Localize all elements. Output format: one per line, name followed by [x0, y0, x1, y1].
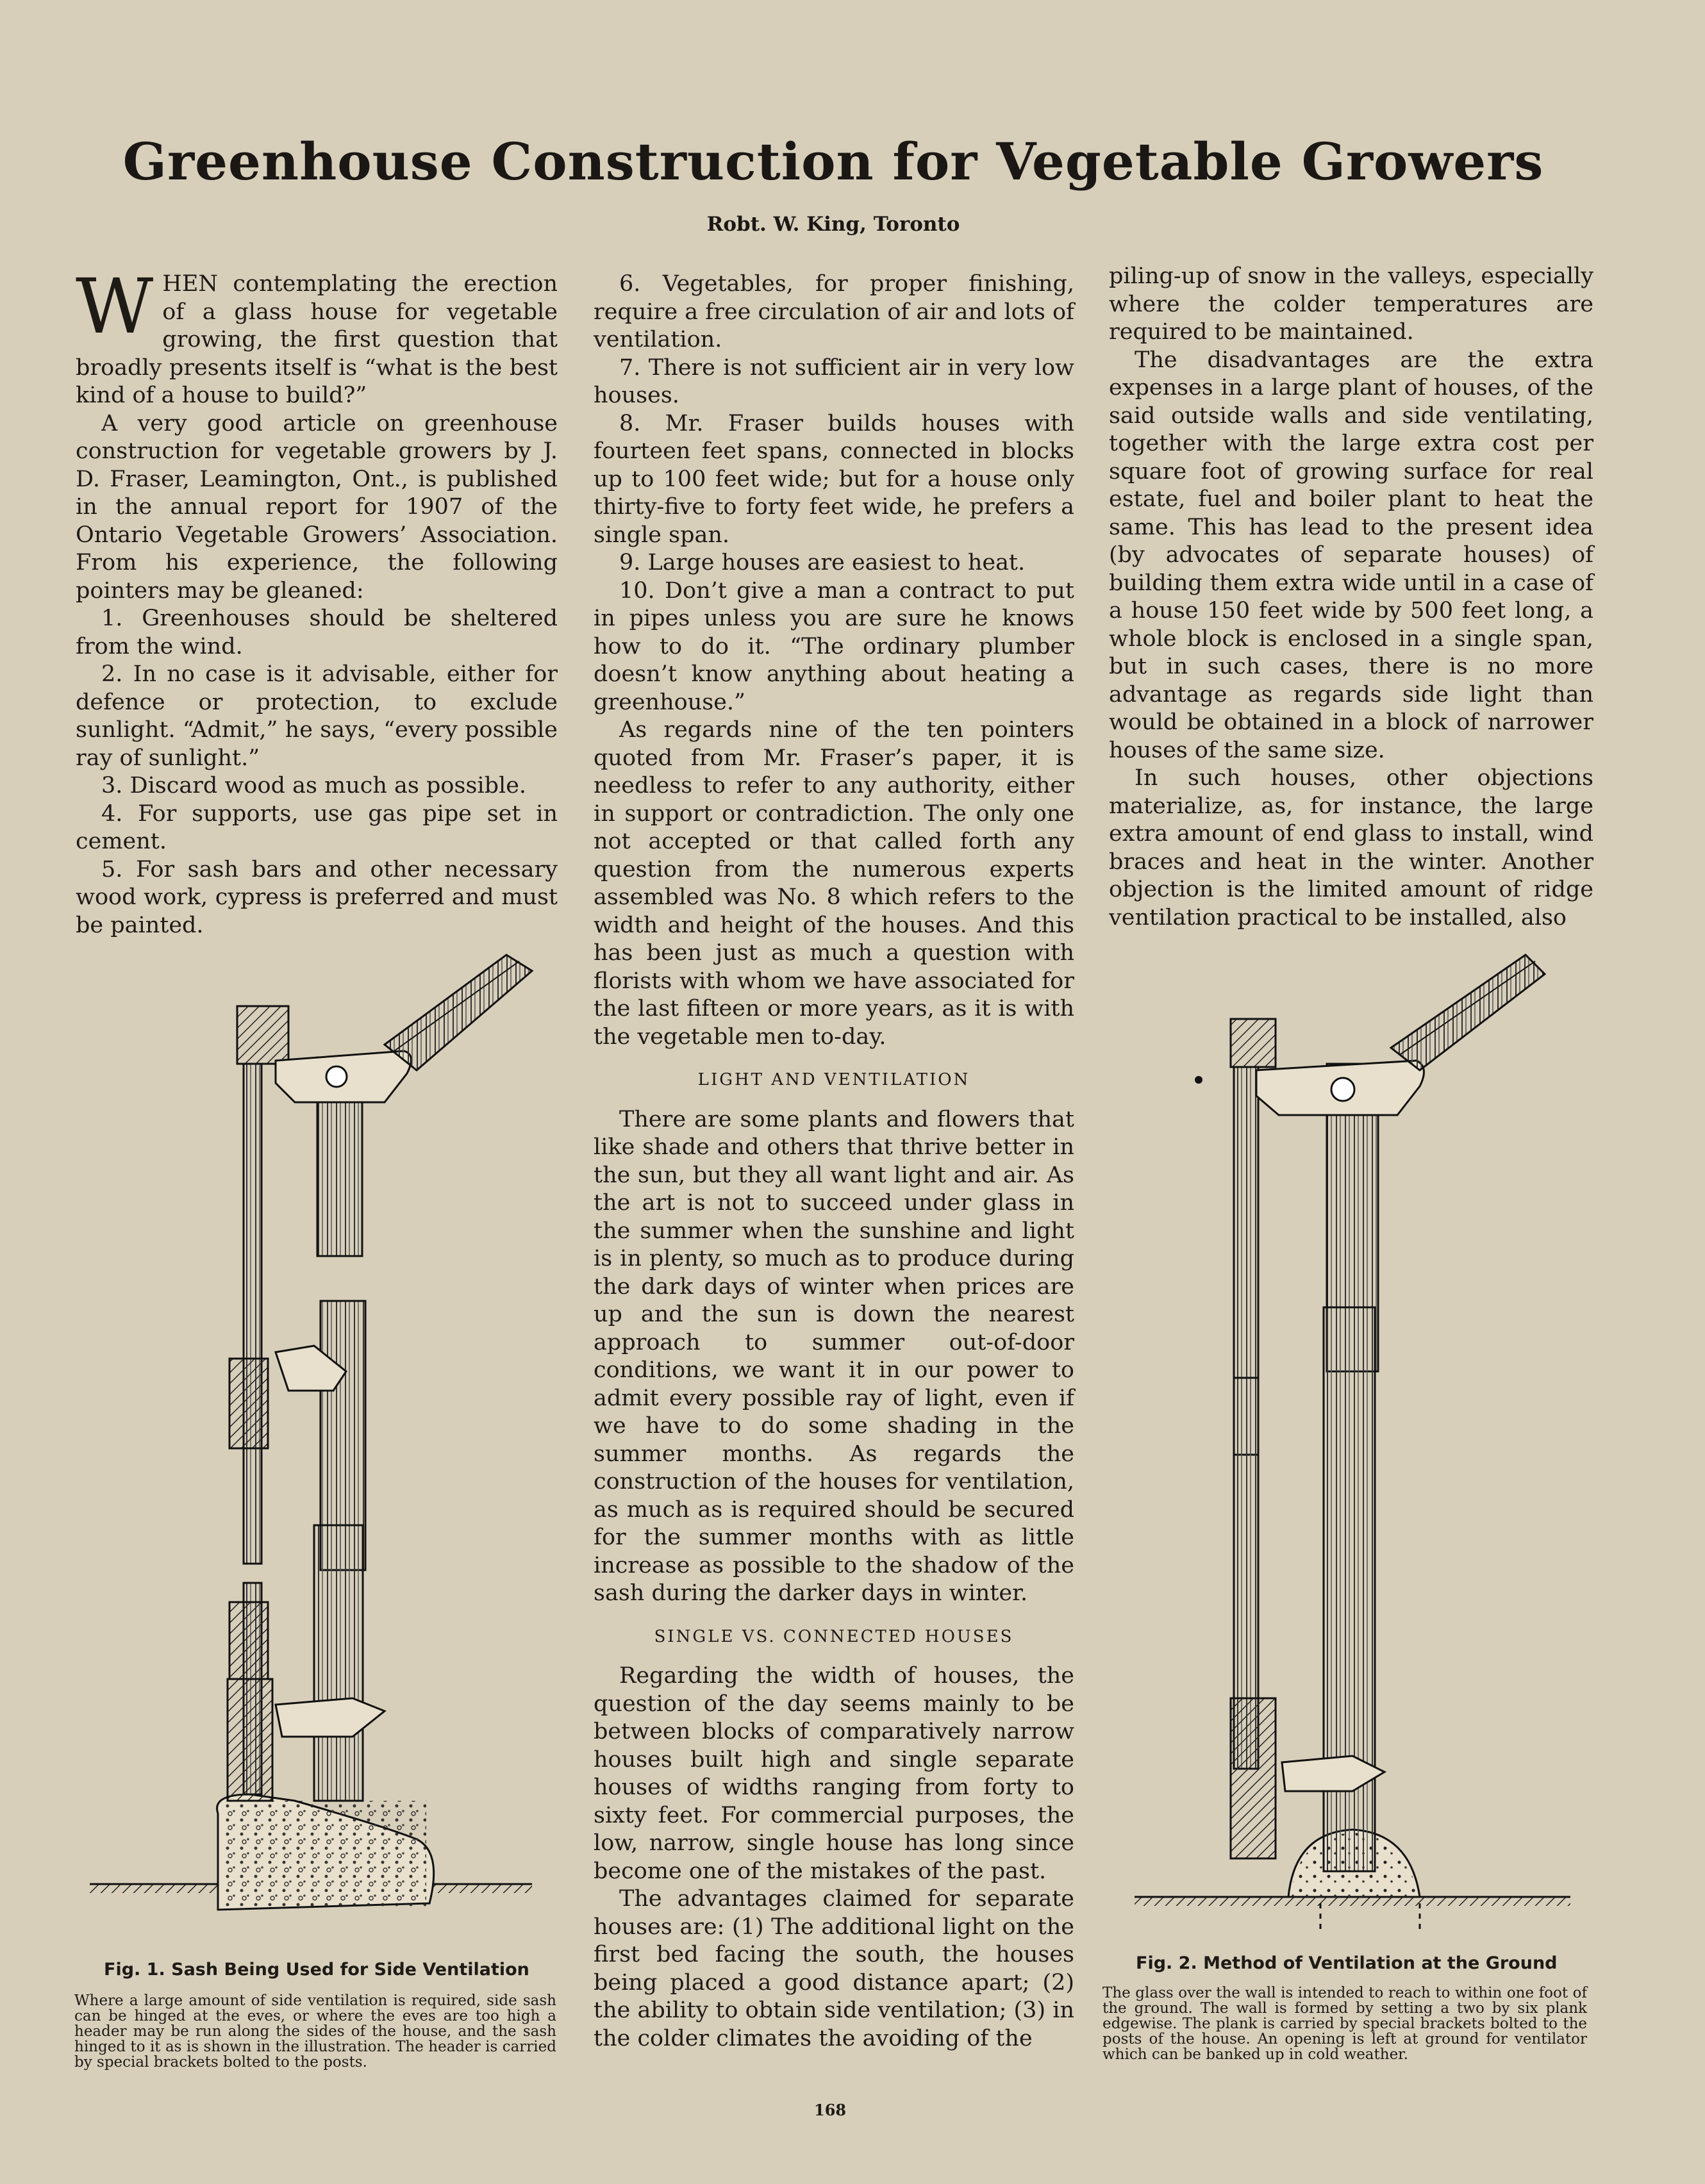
- section-heading: SINGLE VS. CONNECTED HOUSES: [654, 1626, 1014, 1646]
- paragraph: 9. Large houses are easiest to heat.: [619, 550, 1026, 575]
- paragraph: 7. There is not sufficient air in very low houses.: [594, 354, 1074, 408]
- paragraph: 1. Greenhouses should be sheltered from the wind.: [76, 606, 558, 659]
- paragraph: 10. Don’t give a man a contract to put in pipes unless you are sure he knows how to do it. “The ordinary plumber doesn’t know anything about heating a greenhouse.”: [594, 577, 1074, 715]
- paragraph: In such houses, other objections materialize, as, for instance, the large extra amount of end glass to install, wind braces and heat in the winter. Another objection is the limited amount of ridge ventilation practical to be installed, also: [1109, 765, 1593, 931]
- drop-cap: W: [76, 262, 154, 351]
- fig2-illustration: [1128, 942, 1577, 1929]
- paragraph: 2. In no case is it advisable, either for defence or protection, to exclude sunlight. “Admit,” he says, “every possible ray of sunlight.”: [76, 661, 558, 771]
- paragraph: WHEN contemplating the erection of a glass house for vegetable growing, the first question that broadly presents itself is “what is the best kind of a house to build?”: [76, 262, 558, 408]
- fig2-title: Fig. 2. Method of Ventilation at the Ground: [1136, 1953, 1558, 1973]
- paragraph: 8. Mr. Fraser builds houses with fourteen feet spans, connected in blocks up to 100 feet wide; but for a house only thirty-five to forty feet wide, he prefers a single span.: [594, 410, 1074, 548]
- column-1: [76, 262, 558, 939]
- paragraph: A very good article on greenhouse construction for vegetable growers by J. D. Fraser, Leamington, Ont., is published in the annual report for 1907 of the Ontario Vegetable Growers’ Association. From his experience, the following pointers may be gleaned:: [76, 410, 558, 604]
- fig1-caption: Where a large amount of side ventilation is required, side sash can be hinged at the eves, or where the eves are too high a header may be run along the sides of the house, and the sash hinged to it as is shown in the illustration. The header is carried by special brackets bolted to the posts.: [74, 1992, 556, 2071]
- section-heading: LIGHT AND VENTILATION: [697, 1070, 970, 1089]
- paragraph: The advantages claimed for separate houses are: (1) The additional light on the first bed facing the south, the houses being placed a good distance apart; (2) the ability to obtain side ventilation; (3) in the colder climates the avoiding of the: [594, 1886, 1074, 2051]
- article-title: Greenhouse Construction for Vegetable Growers: [122, 131, 1544, 192]
- paragraph: 4. For supports, use gas pipe set in cement.: [76, 800, 558, 854]
- fig1-title: Fig. 1. Sash Being Used for Side Ventilation: [104, 1960, 529, 1980]
- column-3: [1109, 263, 1593, 932]
- paragraph: Regarding the width of houses, the question of the day seems mainly to be between blocks of comparatively narrow houses built high and single separate houses of widths ranging from forty to sixty feet. For commercial purposes, the low, narrow, single house has long since become one of the mistakes of the past.: [594, 1663, 1074, 1884]
- paragraph: 5. For sash bars and other necessary wood work, cypress is preferred and must be painted.: [76, 856, 558, 938]
- fig2-caption: The glass over the wall is intended to reach to within one foot of the ground. The wall is formed by setting a two by six plank edgewise. The plank is carried by special brackets bolted to the posts of the house. An opening is left at ground for ventilator which can be banked up in cold weather.: [1102, 1985, 1587, 2063]
- paragraph: The disadvantages are the extra expenses in a large plant of houses, of the said outside walls and side ventilating, together with the large extra cost per square foot of growing surface for real estate, fuel and boiler plant to heat the same. This has lead to the present idea (by advocates of separate houses) of building them extra wide until in a case of a house 150 feet wide by 500 feet long, a whole block is enclosed in a single span, but in such cases, there is no more advantage as regards side light than would be obtained in a block of narrower houses of the same size.: [1109, 347, 1593, 763]
- paragraph: piling-up of snow in the valleys, especially where the colder temperatures are required to be maintained.: [1109, 263, 1593, 345]
- paragraph: As regards nine of the ten pointers quoted from Mr. Fraser’s paper, it is needless to refer to any authority, either in support or contradiction. The only one not accepted or that called forth any question from the numerous experts assembled was No. 8 which refers to the width and height of the houses. And this has been just as much a question with florists with whom we have associated for the last fifteen or more years, as it is with the vegetable men to-day.: [594, 717, 1074, 1050]
- fig1-illustration: [83, 942, 545, 1916]
- column-2: [594, 270, 1074, 2053]
- article-byline: Robt. W. King, Toronto: [706, 213, 960, 236]
- paragraph: 6. Vegetables, for proper finishing, require a free circulation of air and lots of ventilation.: [594, 271, 1074, 352]
- paragraph: There are some plants and flowers that like shade and others that thrive better in the sun, but they all want light and air. As the art is not to succeed under glass in the summer when the sunshine and light is in plenty, so much as to produce during the dark days of winter when prices are up and the sun is down the nearest approach to summer out-of-door conditions, we want it in our power to admit every possible ray of light, even if we have to do some shading in the summer months. As regards the construction of the houses for ventilation, as much as is required should be secured for the summer months with as little increase as possible to the shadow of the sash during the darker days in winter.: [594, 1106, 1074, 1606]
- paragraph: 3. Discard wood as much as possible.: [101, 773, 527, 798]
- page-number: 168: [814, 2101, 847, 2119]
